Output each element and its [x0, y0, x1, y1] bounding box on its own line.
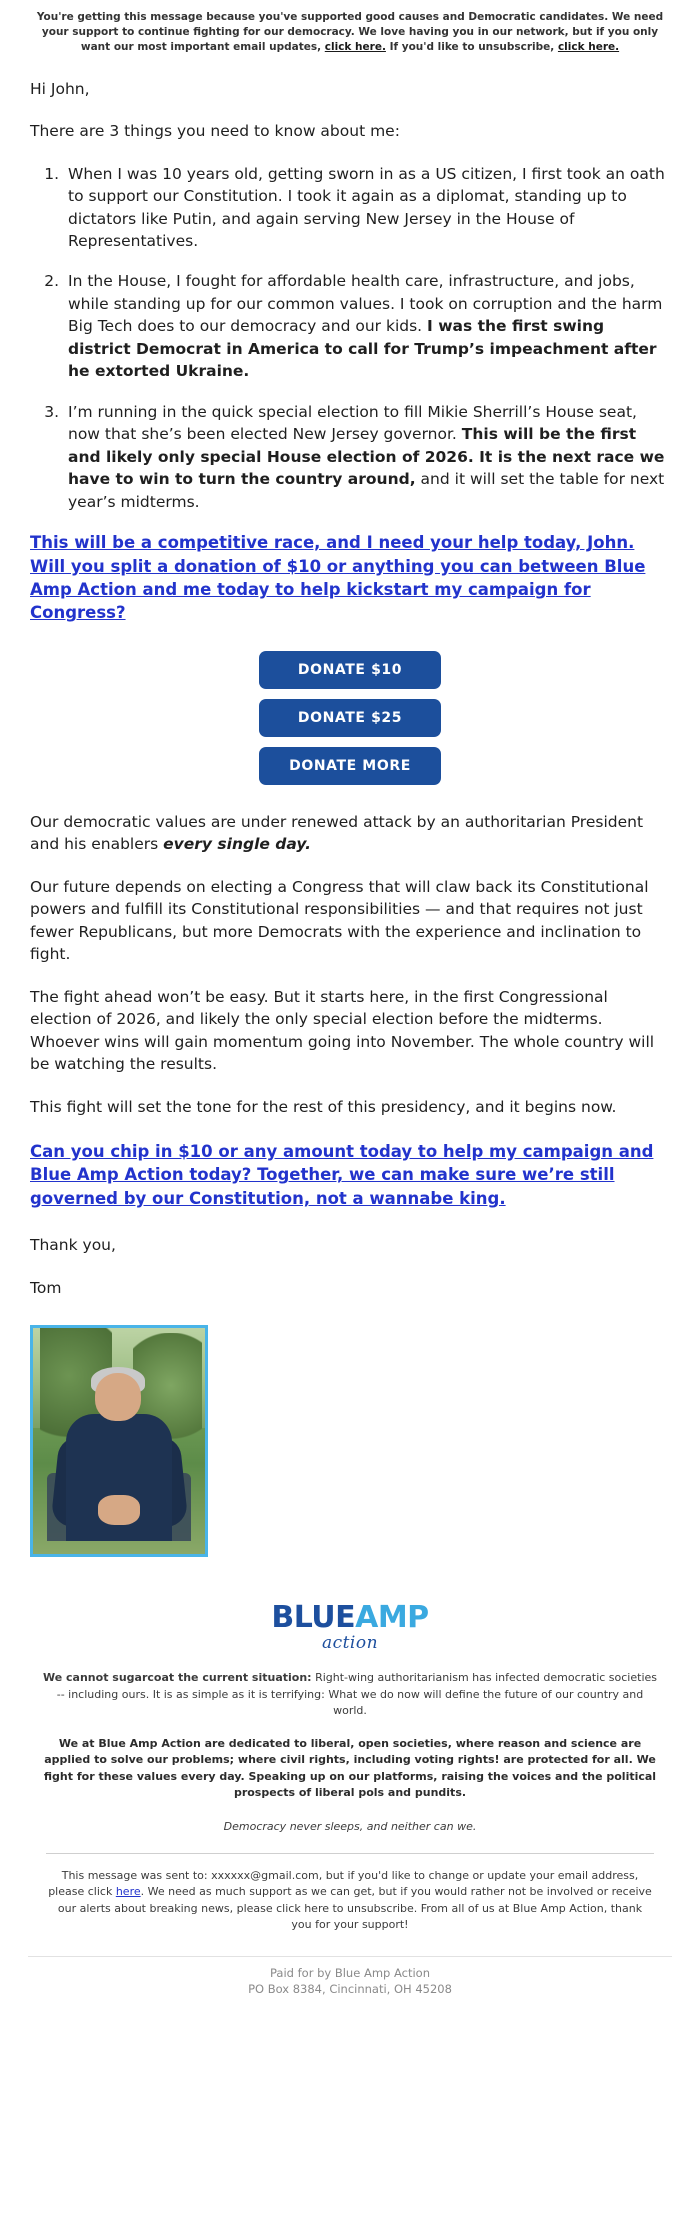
- photo-hands: [98, 1495, 139, 1524]
- paid-for-line-2: PO Box 8384, Cincinnati, OH 45208: [248, 1982, 452, 1997]
- preheader-sentence-2: If you'd like to unsubscribe,: [385, 41, 558, 54]
- footer: [0, 1557, 700, 2012]
- paid-for-disclaimer: [28, 1956, 672, 2012]
- donate-more-button[interactable]: DONATE MORE: [259, 747, 441, 785]
- donate-25-button[interactable]: DONATE $25: [259, 699, 441, 737]
- point-3-text-b: and it will set the table for next year’s midterms.: [68, 470, 665, 511]
- intro-text: There are 3 things you need to know about me:: [30, 122, 400, 141]
- points-list: [30, 163, 670, 514]
- footer-paragraph-1: [42, 1670, 658, 1720]
- blue-amp-action-logo: [28, 1600, 672, 1654]
- list-item: [64, 401, 670, 513]
- point-2-bold: I was the first swing district Democrat in America to call for Trump’s impeachment after he extorted Ukraine.: [68, 317, 657, 381]
- candidate-photo: [30, 1325, 208, 1557]
- logo-blue-text: BLUE: [271, 1600, 356, 1636]
- footer-divider: [46, 1853, 654, 1854]
- preheader-unsubscribe-link[interactable]: click here.: [557, 41, 620, 54]
- greeting-text: Hi John,: [30, 79, 90, 98]
- photo-head: [95, 1373, 141, 1420]
- secondary-ask-link[interactable]: Can you chip in $10 or any amount today to help my campaign and Blue Amp Action today? Together, we can make sure we’re still governed by our Constitution, not a wannabe king.: [30, 1142, 654, 1208]
- point-3-bold: This will be the first and likely only special House election of 2026. It is the next race we have to win to turn the country around,: [68, 425, 665, 489]
- paragraph-1: [30, 811, 670, 856]
- point-2-text-a: In the House, I fought for affordable health care, infrastructure, and jobs, while standing up for our common values. I took on corruption and the harm Big Tech does to our democracy and our kids.: [68, 272, 663, 336]
- legal-text-a: This message was sent to: xxxxxx@gmail.com, but if you'd like to change or update your email address, please click: [48, 1868, 639, 1899]
- legal-here-link[interactable]: here: [115, 1885, 141, 1899]
- signature-text: Tom: [30, 1278, 62, 1297]
- paragraph-1-text: Our democratic values are under renewed attack by an authoritarian President and his enablers: [30, 812, 644, 854]
- footer-paragraph-2: We at Blue Amp Action are dedicated to liberal, open societies, where reason and science are applied to solve our problems; where civil rights, including voting rights! are protected for all. We fight for these values every day. Speaking up on our platforms, raising the voices and the political prospects of liberal pols and pundits.: [43, 1736, 657, 1800]
- legal-text-b: . We need as much support as we can get, but if you would rather not be involved or receive our alerts about breaking news, please click here to unsubscribe. From all of us at Blue Amp Action, thank you for your support!: [57, 1885, 652, 1932]
- footer-paragraph-1-lead: We cannot sugarcoat the current situation:: [43, 1671, 312, 1685]
- preheader-sentence-1: You're getting this message because you've supported good causes and Democratic candidates. We need your support to continue fighting for our democracy. We love having you in our network, but if you only want our most important email updates,: [36, 11, 664, 54]
- primary-ask-link[interactable]: This will be a competitive race, and I need your help today, John. Will you split a donation of $10 or anything you can between Blue Amp Action and me today to help kickstart my campaign for Congress?: [30, 533, 646, 623]
- paragraph-3: The fight ahead won’t be easy. But it starts here, in the first Congressional election of 2026, and likely the only special election before the midterms. Whoever wins will gain momentum going into November. The whole country will be watching the results.: [30, 987, 655, 1074]
- preheader-click-here-link[interactable]: click here.: [324, 41, 386, 54]
- list-item: [64, 163, 670, 253]
- preheader-text: [0, 0, 700, 64]
- footer-paragraph-1-rest: Right-wing authoritarianism has infected democratic societies -- including ours. It is as simple as it is terrifying: What we do now will define the future of our country and world.: [56, 1671, 657, 1718]
- paragraph-4: This fight will set the tone for the rest of this presidency, and it begins now.: [30, 1097, 617, 1116]
- signoff-text: Thank you,: [30, 1236, 116, 1255]
- point-1-text-a: When I was 10 years old, getting sworn in as a US citizen, I first took an oath to support our Constitution. I took it again as a diplomat, standing up to dictators like Putin, and again serving New Jersey in the House of Representatives.: [68, 164, 665, 250]
- list-item: [64, 270, 670, 382]
- paragraph-1-emphasis: every single day.: [163, 835, 311, 854]
- point-3-text-a: I’m running in the quick special election to fill Mikie Sherrill’s House seat, now that she’s been elected New Jersey governor.: [68, 402, 637, 444]
- paid-for-line-1: Paid for by Blue Amp Action: [270, 1965, 430, 1980]
- logo-action-text: action: [321, 1633, 379, 1654]
- photo-block: [0, 1319, 700, 1557]
- paragraph-2: Our future depends on electing a Congress that will claw back its Constitutional powers and fulfill its Constitutional responsibilities — and that requires not just fewer Republicans, but more Democrats with the experience and inclination to fight.: [30, 877, 649, 964]
- donate-button-group: [30, 651, 670, 785]
- main-content: [0, 64, 700, 1300]
- logo-amp-text: AMP: [355, 1600, 429, 1636]
- footer-tagline: Democracy never sleeps, and neither can we.: [223, 1819, 477, 1833]
- donate-10-button[interactable]: DONATE $10: [259, 651, 441, 689]
- legal-text: [48, 1868, 652, 1934]
